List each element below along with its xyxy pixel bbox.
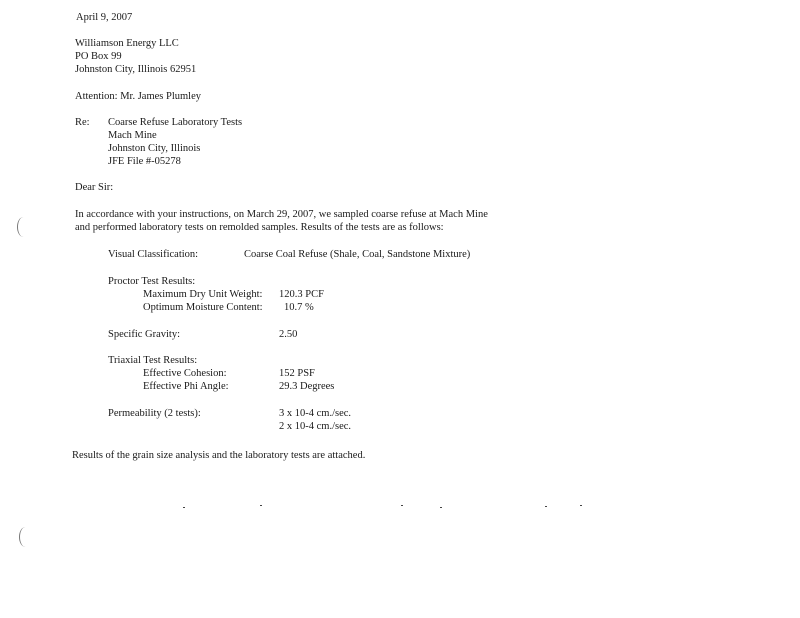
attention-line: Attention: Mr. James Plumley (75, 91, 201, 102)
re-label: Re: (75, 117, 90, 128)
max-dry-unit-weight-label: Maximum Dry Unit Weight: (143, 289, 263, 300)
optimum-moisture-label: Optimum Moisture Content: (143, 302, 263, 313)
recipient-company: Williamson Energy LLC (75, 38, 179, 49)
re-subject: Coarse Refuse Laboratory Tests (108, 117, 243, 128)
effective-cohesion-label: Effective Cohesion: (143, 368, 227, 379)
recipient-city-state-zip: Johnston City, Illinois 62951 (75, 64, 197, 75)
scan-speck (183, 507, 185, 508)
visual-classification-label: Visual Classification: (108, 249, 199, 260)
punch-hole-mark-bottom (19, 527, 32, 547)
permeability-value-2: 2 x 10-4 cm./sec. (279, 421, 352, 432)
re-location: Johnston City, Illinois (108, 143, 201, 154)
effective-cohesion-value: 152 PSF (279, 368, 315, 379)
max-dry-unit-weight-value: 120.3 PCF (279, 289, 324, 300)
recipient-po-box: PO Box 99 (75, 51, 122, 62)
visual-classification-value: Coarse Coal Refuse (Shale, Coal, Sandstone Mixture) (244, 249, 471, 260)
effective-phi-value: 29.3 Degrees (279, 381, 335, 392)
re-mine: Mach Mine (108, 130, 157, 141)
letter-date: April 9, 2007 (76, 12, 133, 23)
scan-speck (440, 507, 442, 508)
scan-speck (545, 506, 547, 507)
specific-gravity-value: 2.50 (279, 329, 298, 340)
intro-line-1: In accordance with your instructions, on March 29, 2007, we sampled coarse refuse at Mach Mine (75, 209, 488, 220)
optimum-moisture-value: 10.7 % (284, 302, 314, 313)
scan-speck (580, 505, 582, 506)
closing-line: Results of the grain size analysis and the laboratory tests are attached. (72, 450, 366, 461)
salutation: Dear Sir: (75, 182, 114, 193)
punch-hole-mark-top (17, 217, 30, 237)
triaxial-heading: Triaxial Test Results: (108, 355, 198, 366)
effective-phi-label: Effective Phi Angle: (143, 381, 229, 392)
permeability-label: Permeability (2 tests): (108, 408, 201, 419)
scan-speck (260, 505, 262, 506)
scan-speck (401, 505, 403, 506)
proctor-heading: Proctor Test Results: (108, 276, 196, 287)
permeability-value-1: 3 x 10-4 cm./sec. (279, 408, 352, 419)
specific-gravity-label: Specific Gravity: (108, 329, 181, 340)
re-file-number: JFE File #-05278 (108, 156, 181, 167)
intro-line-2: and performed laboratory tests on remolded samples. Results of the tests are as follows: (75, 222, 444, 233)
